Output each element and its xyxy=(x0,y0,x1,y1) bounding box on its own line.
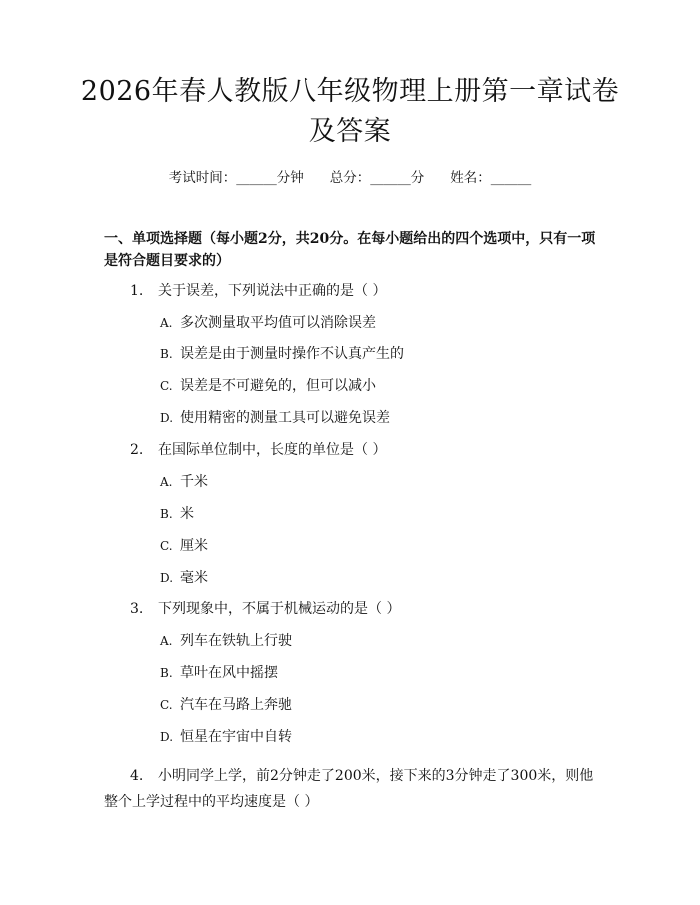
question-4 xyxy=(104,763,604,815)
option-text: 汽车在马路上奔驰 xyxy=(180,697,292,713)
option-1b xyxy=(160,343,600,365)
option-letter: D. xyxy=(160,411,174,425)
option-2a xyxy=(160,471,600,493)
total-score-field: 总分：______分 xyxy=(329,170,425,186)
option-letter: C. xyxy=(160,698,173,712)
option-letter: D. xyxy=(160,571,174,585)
option-letter: A. xyxy=(160,634,173,648)
option-text: 恒星在宇宙中自转 xyxy=(180,729,292,745)
option-letter: A. xyxy=(160,475,173,489)
option-3d xyxy=(160,726,600,748)
exam-meta xyxy=(0,168,700,188)
option-text: 千米 xyxy=(180,474,208,490)
option-letter: A. xyxy=(160,316,173,330)
option-letter: C. xyxy=(160,379,173,393)
option-3b xyxy=(160,662,600,684)
exam-time-field: 考试时间：______分钟 xyxy=(168,170,304,186)
question-text: 关于误差，下列说法中正确的是（ ） xyxy=(158,283,387,299)
name-field: 姓名：______ xyxy=(450,170,532,186)
question-number: 2. xyxy=(130,442,144,458)
question-number: 3. xyxy=(130,601,144,617)
option-text: 使用精密的测量工具可以避免误差 xyxy=(180,410,390,426)
option-1c xyxy=(160,375,600,397)
question-3 xyxy=(130,598,600,620)
option-2b xyxy=(160,503,600,525)
option-text: 草叶在风中摇摆 xyxy=(180,665,278,681)
section-heading: 一、单项选择题（每小题2分，共20分。在每小题给出的四个选项中，只有一项是符合题目要求的） xyxy=(104,231,596,269)
option-text: 多次测量取平均值可以消除误差 xyxy=(180,315,376,331)
option-1d xyxy=(160,407,600,429)
question-number: 4. xyxy=(130,768,144,784)
option-text: 厘米 xyxy=(180,538,208,554)
option-text: 毫米 xyxy=(180,570,208,586)
option-letter: B. xyxy=(160,507,173,521)
option-2d xyxy=(160,567,600,589)
option-text: 列车在铁轨上行驶 xyxy=(180,633,292,649)
option-letter: D. xyxy=(160,730,174,744)
option-text: 误差是不可避免的，但可以减小 xyxy=(180,378,376,394)
option-3c xyxy=(160,694,600,716)
question-text: 在国际单位制中，长度的单位是（ ） xyxy=(158,442,387,458)
question-text: 小明同学上学，前2分钟走了200米，接下来的3分钟走了300米，则他整个上学过程中的平均速度是（ ） xyxy=(104,768,594,810)
option-letter: B. xyxy=(160,347,173,361)
option-3a xyxy=(160,630,600,652)
option-text: 误差是由于测量时操作不认真产生的 xyxy=(180,346,404,362)
option-letter: B. xyxy=(160,666,173,680)
page-title: 2026年春人教版八年级物理上册第一章试卷及答案 xyxy=(80,76,620,147)
option-1a xyxy=(160,312,600,334)
question-1 xyxy=(130,280,600,302)
option-2c xyxy=(160,535,600,557)
option-text: 米 xyxy=(180,506,194,522)
question-text: 下列现象中，不属于机械运动的是（ ） xyxy=(158,601,401,617)
question-number: 1. xyxy=(130,283,144,299)
option-letter: C. xyxy=(160,539,173,553)
question-2 xyxy=(130,439,600,461)
